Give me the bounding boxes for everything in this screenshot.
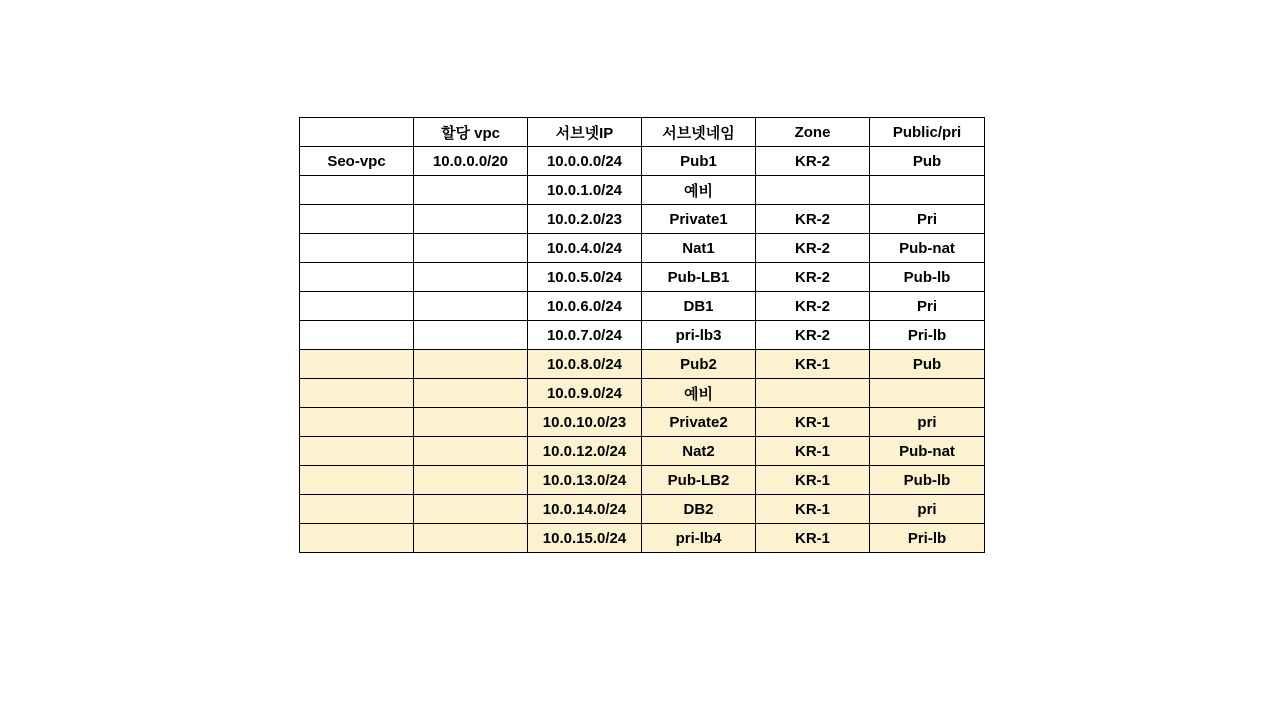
cell-public-private [870,379,985,408]
header-cell-vpc-name [300,118,414,147]
cell-assigned-vpc [414,437,528,466]
cell-public-private: Pri [870,292,985,321]
cell-subnet-ip: 10.0.4.0/24 [528,234,642,263]
cell-vpc-name [300,205,414,234]
cell-vpc-name: Seo-vpc [300,147,414,176]
header-cell-zone: Zone [756,118,870,147]
cell-public-private: pri [870,495,985,524]
cell-vpc-name [300,408,414,437]
cell-subnet-name: 예비 [642,379,756,408]
cell-assigned-vpc [414,234,528,263]
cell-subnet-ip: 10.0.15.0/24 [528,524,642,553]
cell-vpc-name [300,263,414,292]
cell-subnet-ip: 10.0.12.0/24 [528,437,642,466]
cell-assigned-vpc [414,350,528,379]
table-row [300,379,985,408]
cell-subnet-ip: 10.0.10.0/23 [528,408,642,437]
cell-vpc-name [300,495,414,524]
cell-subnet-ip: 10.0.14.0/24 [528,495,642,524]
cell-subnet-ip: 10.0.6.0/24 [528,292,642,321]
cell-zone [756,379,870,408]
table-row [300,408,985,437]
cell-subnet-ip: 10.0.7.0/24 [528,321,642,350]
cell-subnet-ip: 10.0.5.0/24 [528,263,642,292]
cell-assigned-vpc [414,321,528,350]
cell-zone: KR-1 [756,408,870,437]
table-row [300,147,985,176]
cell-zone: KR-1 [756,437,870,466]
cell-zone: KR-1 [756,495,870,524]
table-row [300,466,985,495]
cell-assigned-vpc: 10.0.0.0/20 [414,147,528,176]
cell-vpc-name [300,234,414,263]
cell-vpc-name [300,292,414,321]
cell-assigned-vpc [414,466,528,495]
cell-subnet-ip: 10.0.0.0/24 [528,147,642,176]
header-cell-assigned-vpc: 할당 vpc [414,118,528,147]
cell-vpc-name [300,379,414,408]
cell-zone: KR-1 [756,466,870,495]
cell-subnet-name: Private2 [642,408,756,437]
cell-assigned-vpc [414,205,528,234]
table-row [300,205,985,234]
cell-assigned-vpc [414,379,528,408]
cell-assigned-vpc [414,408,528,437]
table-row [300,176,985,205]
cell-subnet-name: Pub-LB1 [642,263,756,292]
table-row [300,495,985,524]
cell-subnet-ip: 10.0.9.0/24 [528,379,642,408]
cell-zone: KR-2 [756,234,870,263]
cell-public-private: Pub-nat [870,437,985,466]
cell-subnet-name: Pub-LB2 [642,466,756,495]
cell-subnet-name: Pub1 [642,147,756,176]
table-body [300,147,985,553]
cell-assigned-vpc [414,263,528,292]
header-cell-subnet-name: 서브넷네임 [642,118,756,147]
cell-subnet-name: Pub2 [642,350,756,379]
cell-zone: KR-1 [756,350,870,379]
cell-assigned-vpc [414,292,528,321]
table-row [300,524,985,553]
table-row [300,321,985,350]
cell-public-private [870,176,985,205]
table-header-row [300,118,985,147]
cell-assigned-vpc [414,524,528,553]
cell-subnet-ip: 10.0.13.0/24 [528,466,642,495]
table-row [300,350,985,379]
cell-vpc-name [300,350,414,379]
subnet-table [299,117,985,553]
cell-subnet-name: 예비 [642,176,756,205]
cell-subnet-name: pri-lb4 [642,524,756,553]
cell-public-private: Pub [870,147,985,176]
cell-subnet-name: pri-lb3 [642,321,756,350]
table-row [300,292,985,321]
cell-public-private: Pri [870,205,985,234]
cell-subnet-name: Private1 [642,205,756,234]
cell-subnet-name: Nat2 [642,437,756,466]
cell-subnet-ip: 10.0.8.0/24 [528,350,642,379]
cell-zone: KR-2 [756,321,870,350]
cell-zone: KR-2 [756,263,870,292]
table-row [300,263,985,292]
cell-zone: KR-1 [756,524,870,553]
cell-public-private: Pub [870,350,985,379]
cell-public-private: Pub-lb [870,466,985,495]
cell-subnet-name: DB2 [642,495,756,524]
cell-assigned-vpc [414,495,528,524]
table-row [300,234,985,263]
cell-zone: KR-2 [756,147,870,176]
cell-subnet-name: DB1 [642,292,756,321]
cell-assigned-vpc [414,176,528,205]
header-cell-public-private: Public/pri [870,118,985,147]
cell-public-private: Pri-lb [870,524,985,553]
cell-subnet-name: Nat1 [642,234,756,263]
table-row [300,437,985,466]
cell-vpc-name [300,321,414,350]
cell-public-private: pri [870,408,985,437]
cell-vpc-name [300,466,414,495]
cell-vpc-name [300,437,414,466]
cell-vpc-name [300,176,414,205]
cell-zone [756,176,870,205]
header-cell-subnet-ip: 서브넷IP [528,118,642,147]
cell-public-private: Pub-lb [870,263,985,292]
cell-subnet-ip: 10.0.2.0/23 [528,205,642,234]
cell-vpc-name [300,524,414,553]
cell-subnet-ip: 10.0.1.0/24 [528,176,642,205]
cell-public-private: Pub-nat [870,234,985,263]
cell-zone: KR-2 [756,292,870,321]
cell-public-private: Pri-lb [870,321,985,350]
cell-zone: KR-2 [756,205,870,234]
